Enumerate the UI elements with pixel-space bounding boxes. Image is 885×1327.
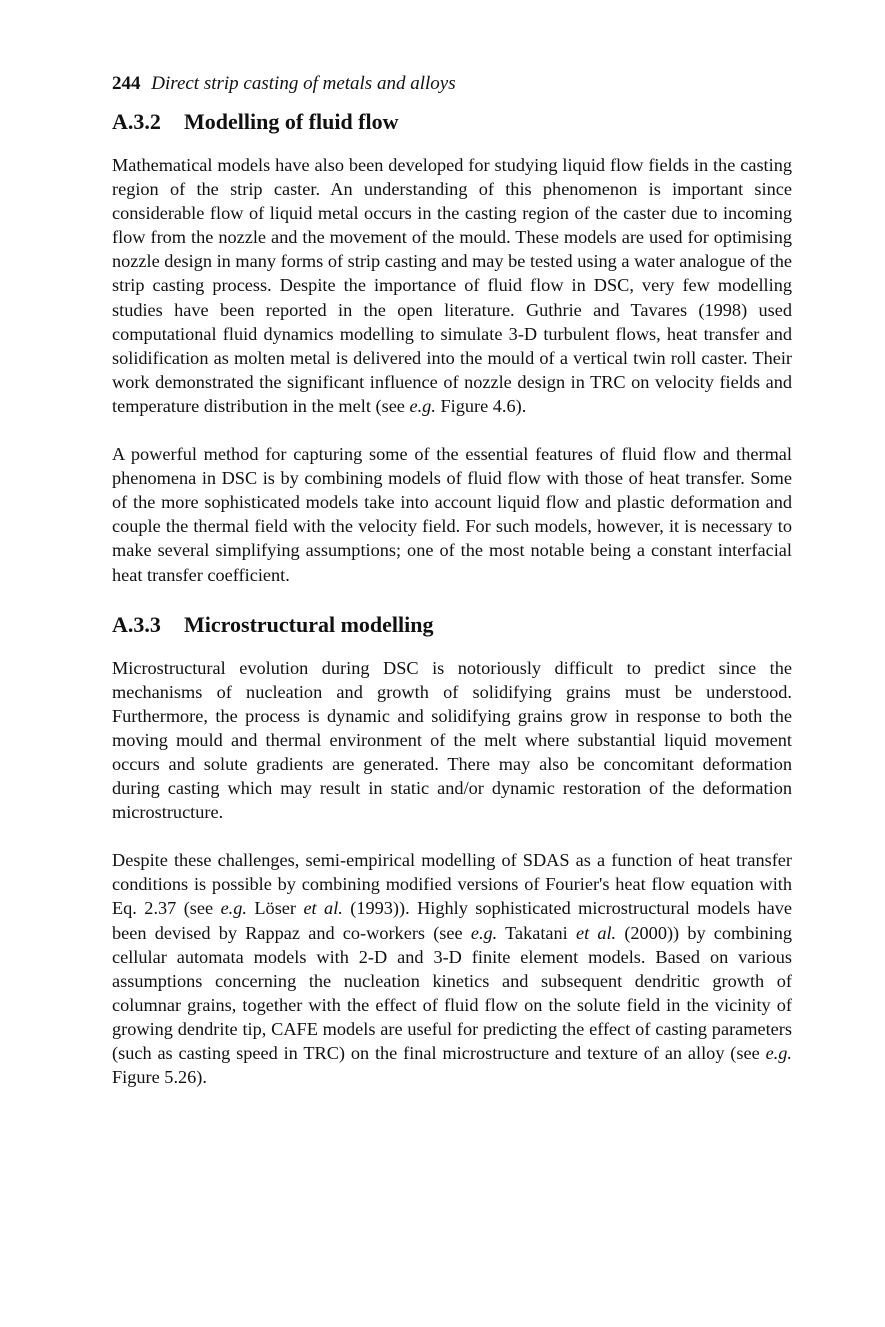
running-title: Direct strip casting of metals and alloys bbox=[151, 73, 456, 94]
italic-text: et al. bbox=[575, 922, 617, 943]
section-heading-a33 bbox=[112, 611, 792, 639]
italic-text: e.g. bbox=[470, 922, 498, 943]
paragraph-text: A powerful method for capturing some of the essential features of fluid flow and thermal phenomena in DSC is by combining models of fluid flow with those of heat transfer. Some of the more sophisticated models take into account liquid flow and plastic deformation and couple the thermal field with the velocity field. For such models, however, it is necessary to make several simplifying assumptions; one of the most notable being a constant interfacial heat transfer coefficient. bbox=[112, 444, 792, 585]
section-title: Modelling of fluid flow bbox=[184, 109, 399, 134]
italic-text: et al. bbox=[303, 898, 343, 919]
paragraph bbox=[112, 656, 792, 825]
italic-text: e.g. bbox=[765, 1043, 792, 1063]
paragraph-text: Takatani bbox=[497, 922, 576, 943]
paragraph-text: (1993)). Highly sophisticated microstructural models have been devised by Rappaz and co-workers (see bbox=[112, 898, 792, 943]
paragraph bbox=[112, 442, 792, 587]
paragraph-text: Löser bbox=[246, 898, 304, 919]
italic-text: e.g. bbox=[220, 898, 247, 919]
section-number: A.3.3 bbox=[112, 611, 161, 637]
book-page bbox=[112, 72, 792, 1113]
paragraph bbox=[112, 153, 792, 418]
paragraph-text: Figure 4.6). bbox=[435, 395, 527, 416]
paragraph-text: Despite these challenges, semi-empirical modelling of SDAS as a function of heat transfer conditions is possible by combining modified versions of Fourier's heat flow equation with Eq. 2.37 (see bbox=[112, 850, 792, 919]
paragraph-text: (2000)) by combining cellular automata models with 2-D and 3-D finite element models. Based on various assumptions concerning the nucleation kinetics and subsequent dendritic growth of columnar grains, together with the effect of fluid flow on the solute field in the vicinity of growing dendrite tip, CAFE models are useful for predicting the effect of casting parameters (such as casting speed in TRC) on the final microstructure and texture of an alloy (see bbox=[112, 922, 792, 1063]
paragraph-text: Microstructural evolution during DSC is notoriously difficult to predict since the mechanisms of nucleation and growth of solidifying grains must be understood. Furthermore, the process is dynamic and solidifying grains grow in response to both the moving mould and thermal environment of the melt where substantial liquid movement occurs and solute gradients are generated. There may also be concomitant deformation during casting which may result in static and/or dynamic restoration of the deformation microstructure. bbox=[112, 657, 792, 823]
section-title: Microstructural modelling bbox=[184, 611, 434, 637]
italic-text: e.g. bbox=[409, 395, 436, 416]
page-number: 244 bbox=[112, 73, 141, 94]
paragraph-text: Figure 5.26). bbox=[112, 1067, 207, 1088]
paragraph-text: Mathematical models have also been developed for studying liquid flow fields in the casting region of the strip caster. An understanding of this phenomenon is important since considerable flow of liquid metal occurs in the casting region of the caster due to incoming flow from the nozzle and the movement of the mould. These models are used for optimising nozzle design in many forms of strip casting and may be tested using a water analogue of the strip casting process. Despite the importance of fluid flow in DSC, very few modelling studies have been reported in the open literature. Guthrie and Tavares (1998) used computational fluid dynamics modelling to simulate 3-D turbulent flows, heat transfer and solidification as molten metal is delivered into the mould of a vertical twin roll caster. Their work demonstrated the significant influence of nozzle design in TRC on velocity fields and temperature distribution in the melt (see bbox=[112, 155, 792, 416]
running-head bbox=[112, 72, 792, 96]
section-heading-a32 bbox=[112, 108, 792, 136]
paragraph bbox=[112, 848, 792, 1089]
section-number: A.3.2 bbox=[112, 109, 161, 134]
